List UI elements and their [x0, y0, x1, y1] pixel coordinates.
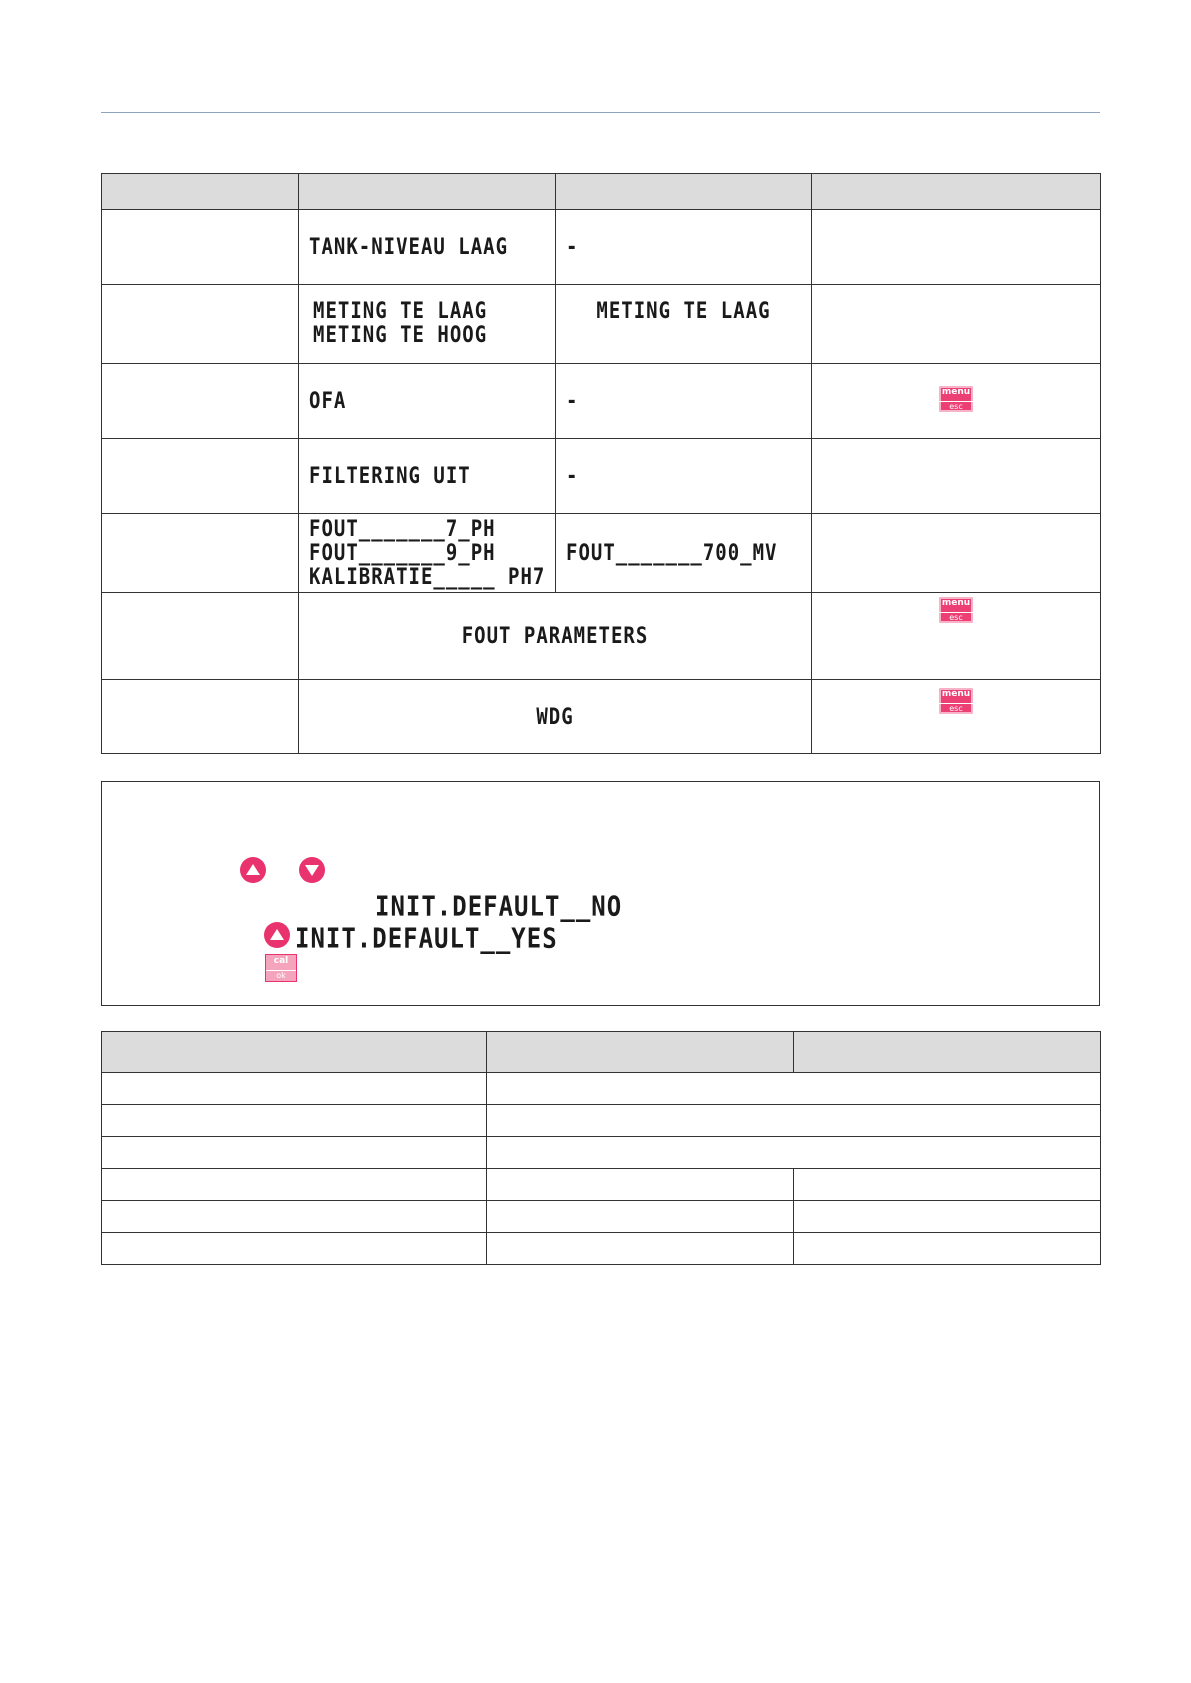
table-row [102, 1105, 1101, 1137]
lcd-text: INIT.DEFAULT__YES [295, 922, 558, 955]
table-cell [102, 364, 299, 439]
table-row [102, 514, 1101, 593]
lcd-text: FOUT_______7_PH [309, 516, 496, 542]
lcd-text: METING TE HOOG [313, 322, 488, 348]
table-cell [556, 285, 812, 364]
header-cell [812, 174, 1101, 210]
lcd-text: METING TE LAAG [313, 298, 488, 324]
table-cell [812, 514, 1101, 593]
lcd-text: TANK-NIVEAU LAAG [309, 234, 509, 260]
cal-ok-key-icon: cal ok [265, 954, 297, 982]
table-cell [812, 210, 1101, 285]
table-cell [487, 1201, 794, 1233]
table-cell [794, 1169, 1101, 1201]
table-cell [556, 439, 812, 514]
table-cell [794, 1233, 1101, 1265]
down-arrow-key-icon [299, 857, 325, 883]
table-row [102, 439, 1101, 514]
menu-esc-key-icon: menu esc [939, 597, 973, 623]
table-row [102, 1201, 1101, 1233]
header-cell [299, 174, 556, 210]
lcd-text: WDG [536, 703, 574, 730]
table-cell [299, 514, 556, 593]
table-header-row [102, 1032, 1101, 1073]
table-cell [487, 1233, 794, 1265]
lcd-text: FOUT_______9_PH [309, 540, 496, 566]
table-cell [812, 285, 1101, 364]
table-cell [556, 210, 812, 285]
table-cell [299, 364, 556, 439]
table-row [102, 1137, 1101, 1169]
lcd-text: INIT.DEFAULT__NO [375, 890, 623, 923]
header-cell [487, 1032, 794, 1073]
lcd-text: - [566, 388, 579, 414]
header-cell [102, 1032, 487, 1073]
table-cell [487, 1073, 1101, 1105]
table-row [102, 1233, 1101, 1265]
lcd-text: OFA [309, 388, 347, 414]
reset-instructions-box [101, 781, 1100, 1006]
table-row [102, 210, 1101, 285]
table-cell [102, 1137, 487, 1169]
lcd-text: METING TE LAAG [596, 298, 771, 324]
lcd-text: FOUT PARAMETERS [461, 623, 649, 649]
table-cell [299, 593, 812, 680]
menu-esc-key-icon: menu esc [939, 688, 973, 714]
settings-table [101, 1031, 1101, 1265]
table-cell [812, 364, 1101, 439]
table-row [102, 1169, 1101, 1201]
menu-esc-key-icon: menu esc [939, 386, 973, 412]
lcd-text: FILTERING UIT [309, 463, 471, 489]
table-cell [487, 1105, 1101, 1137]
table-cell [812, 680, 1101, 754]
table-cell [102, 1169, 487, 1201]
table-cell [556, 514, 812, 593]
table-row [102, 285, 1101, 364]
table-header-row [102, 174, 1101, 210]
table-row [102, 1073, 1101, 1105]
table-cell [102, 1073, 487, 1105]
table-row [102, 680, 1101, 754]
lcd-text: KALIBRATIE_____ PH7 [309, 564, 546, 590]
header-rule [101, 112, 1100, 113]
table-row [102, 593, 1101, 680]
table-cell [102, 285, 299, 364]
lcd-text: - [566, 234, 579, 260]
table-cell [812, 439, 1101, 514]
table-cell [102, 1233, 487, 1265]
table-cell [487, 1137, 1101, 1169]
up-arrow-key-icon [240, 857, 266, 883]
table-cell [102, 1105, 487, 1137]
table-cell [102, 210, 299, 285]
table-cell [794, 1201, 1101, 1233]
lcd-text: - [566, 463, 579, 489]
table-cell [299, 680, 812, 754]
table-cell [299, 285, 556, 364]
table-cell [812, 593, 1101, 680]
alarm-table [101, 173, 1101, 754]
up-arrow-key-icon [264, 922, 290, 948]
table-cell [299, 210, 556, 285]
table-row [102, 364, 1101, 439]
table-cell [102, 439, 299, 514]
table-cell [556, 364, 812, 439]
header-cell [556, 174, 812, 210]
header-cell [102, 174, 299, 210]
table-cell [102, 680, 299, 754]
lcd-text: FOUT_______700_MV [566, 540, 778, 566]
table-cell [487, 1169, 794, 1201]
header-cell [794, 1032, 1101, 1073]
table-cell [299, 439, 556, 514]
table-cell [102, 514, 299, 593]
table-cell [102, 593, 299, 680]
table-cell [102, 1201, 487, 1233]
